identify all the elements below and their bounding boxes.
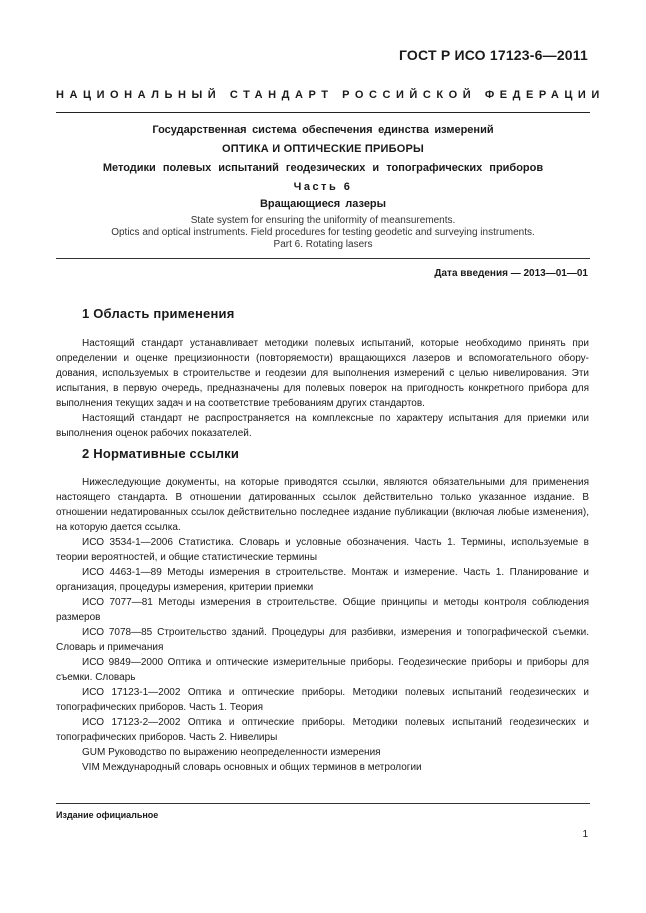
english-title-line: Optics and optical instruments. Field procedures for testing geodetic and surveying instruments. — [111, 227, 535, 238]
section-heading-normative-references: 2 Нормативные ссылки — [82, 446, 240, 461]
section-body-normative-references — [56, 475, 589, 535]
english-title-line: State system for ensuring the uniformity of meansurements. — [190, 215, 456, 226]
reference-list — [56, 535, 589, 775]
methods-title: Методики полевых испытаний геодезических и топографических приборов — [102, 162, 544, 174]
document-number: ГОСТ Р ИСО 17123-6—2011 — [398, 47, 588, 63]
edition-label: Издание официальное — [56, 810, 159, 820]
reference-item: VIM Международный словарь основных и общих терминов в метрологии — [82, 762, 422, 773]
paragraph: Нижеследующие документы, на которые приводятся ссылки, являются обязательными для применения настоящего стандарта. В отношении датированных ссылок действительно только указанное издание. В отношении недатированных ссылок действительно последнее издание публикации (включая любые изменения), на которую дается ссылка. — [56, 477, 589, 533]
part-title: Часть 6 — [293, 181, 353, 193]
part-name: Вращающиеся лазеры — [259, 198, 387, 210]
reference-item: ИСО 7078—85 Строительство зданий. Процедуры для разбивки, измерения и топографической съемки. Словарь и примечания — [56, 627, 589, 653]
paragraph: Настоящий стандарт не распространяется на комплексные по характеру испытания для приемки или выполнения оценок рабочих показателей. — [56, 413, 589, 439]
title-bottom-rule — [56, 258, 590, 259]
reference-item: ИСО 17123-2—2002 Оптика и оптические приборы. Методики полевых испытаний геодезических и топографических приборов. Часть 2. Нивелиры — [56, 717, 589, 743]
reference-item: ИСО 3534-1—2006 Статистика. Словарь и условные обозначения. Часть 1. Термины, используемые в теории вероятностей, и общие статистические термины — [56, 537, 589, 563]
footer-rule — [56, 803, 590, 804]
page-number: 1 — [582, 829, 588, 840]
introduction-date: Дата введения — 2013—01—01 — [434, 268, 588, 279]
national-standard-title: НАЦИОНАЛЬНЫЙ СТАНДАРТ РОССИЙСКОЙ ФЕДЕРАЦИИ — [56, 89, 605, 101]
paragraph: Настоящий стандарт устанавливает методики полевых испытаний, которые необходимо принять при определении и оценке прецизионности (повторяемости) вращающихся лазеров и вспомогательного оборудования, используемых в строительстве и геодезии для выполнения измерений с целью нивелирования. Эти испытания, в первую очередь, предназначены для полевых поверок на пригодность конкретного прибора для выполнения текущих задач и на соответствие требованиям других стандартов. — [56, 338, 589, 409]
group-title: ОПТИКА И ОПТИЧЕСКИЕ ПРИБОРЫ — [222, 143, 424, 155]
reference-item: ИСО 9849—2000 Оптика и оптические измерительные приборы. Геодезические приборы и приборы для съемки. Словарь — [56, 657, 589, 683]
series-title: Государственная система обеспечения единства измерений — [152, 124, 494, 136]
reference-item: GUM Руководство по выражению неопределенности измерения — [82, 747, 381, 758]
section-body-scope — [56, 336, 589, 441]
reference-item: ИСО 4463-1—89 Методы измерения в строительстве. Монтаж и измерение. Часть 1. Планирование и организация, процедуры измерения, критерии приемки — [56, 567, 589, 593]
english-title-line: Part 6. Rotating lasers — [273, 239, 373, 250]
section-heading-scope: 1 Область применения — [82, 306, 235, 321]
reference-item: ИСО 17123-1—2002 Оптика и оптические приборы. Методики полевых испытаний геодезических и топографических приборов. Часть 1. Теория — [56, 687, 589, 713]
reference-item: ИСО 7077—81 Методы измерения в строительстве. Общие принципы и методы контроля соблюдения размеров — [56, 597, 589, 623]
title-top-rule — [56, 112, 590, 113]
